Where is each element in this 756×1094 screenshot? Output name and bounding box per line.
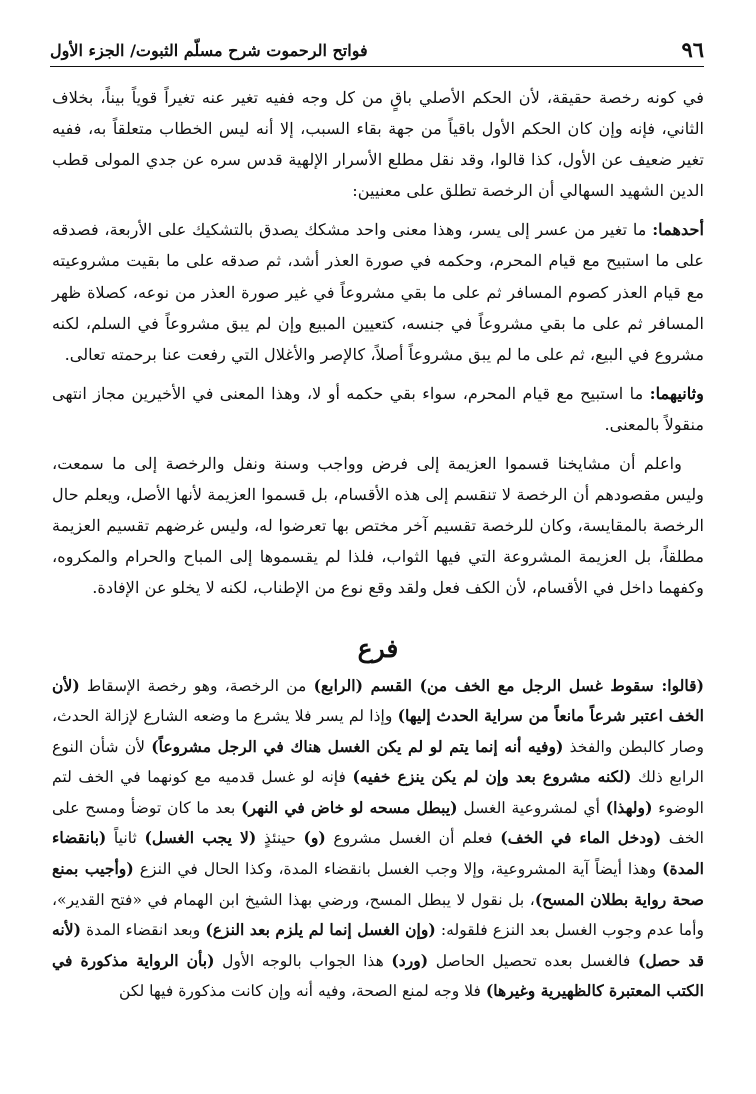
- second-meaning-text: ما استبيح مع قيام المحرم، سواء بقي حكمه أو لا، وهذا المعنى في الأخيرين مجاز انتهى منقولاً بالمعنى.: [52, 383, 704, 434]
- sharh-segment: وهذا أيضاً آية المشروعية، وإلا وجب الغسل بانقضاء المدة، وكذا الحال في النزع: [133, 860, 663, 879]
- sharh-segment: وبعد انقضاء المدة: [80, 921, 206, 940]
- sharh-segment: فعلم أن الغسل مشروع: [325, 829, 501, 848]
- matn-segment: (ورد): [391, 950, 429, 970]
- matn-segment: (ودخل الماء في الخف): [500, 828, 662, 848]
- matn-segment: (لا يجب الغسل): [144, 828, 257, 848]
- sharh-segment: هذا الجواب بالوجه الأول: [214, 951, 392, 970]
- matn-segment: (لكنه مشروع بعد وإن لم يكن ينزع خفيه): [352, 767, 632, 787]
- paragraph-1: في كونه رخصة حقيقة، لأن الحكم الأصلي باقٍ من كل وجه ففيه تغير عنه تغيراً قوياً بيناً، بخلاف الثاني، فإنه وإن كان الحكم الأول باقياً من جهة بقاء السبب، إلا أنه ليس الخطاب متعلقاً به، ففيه تغير ضعيف عن الأول، كذا قالوا، وقد نقل مطلع الأسرار الإلهية قدس سره عن جدي المولى قطب الدين الشهيد السهالي أن الرخصة تطلق على معنيين:: [52, 88, 704, 201]
- matn-segment: (بانقضاء المدة): [52, 828, 704, 879]
- matn-segment: (بأن الرواية مذكورة في الكتب المعتبرة كالظهيرية وغيرها): [52, 950, 704, 1001]
- term-second: وثانيهما:: [649, 383, 704, 403]
- far-paragraph: [52, 671, 704, 1008]
- sharh-segment: وإذا لم يسر فلا يشرع ما وضعه الشارع لإزالة الحدث، وصار كالبطن والفخذ: [52, 707, 704, 756]
- sharh-segment: بعد ما كان توضأ ومسح على الخف: [52, 798, 704, 848]
- sharh-segment: ، بل نقول لا يبطل المسح، ورضي بهذا الشيخ ابن الهمام في «فتح القدير»، وأما عدم وجوب الغسل بعد النزع فلقوله:: [52, 890, 705, 940]
- sharh-segment: ثانياً: [106, 829, 145, 848]
- matn-segment: (ولهذا): [605, 797, 653, 817]
- page-content: [52, 82, 704, 1007]
- term-first: أحدهما:: [652, 220, 704, 240]
- matn-segment: (يبطل مسحه لو خاض في النهر): [241, 797, 458, 817]
- sharh-segment: من الرخصة، وهو رخصة الإسقاط: [79, 676, 314, 695]
- matn-segment: (و): [303, 828, 326, 848]
- matn-segment: (لأن الخف اعتبر شرعاً مانعاً من سراية الحدث إليها): [52, 675, 704, 726]
- matn-segment: (وفيه أنه إنما يتم لو لم يكن الغسل هناك في الرجل مشروعاً): [151, 736, 564, 756]
- first-meaning-text: ما تغير من عسر إلى يسر، وهذا معنى واحد مشكك يصدق بالتشكيك على الأربعة، فصدقه على ما استبيح مع قيام المحرم، وحكمه في صورة العذر أشد، ثم صدقه على ما بقيت مشروعيته مع قيام العذر كصوم المسافر ثم على ما بقي مشروعاً في غير صورة العذر من نوعه، كصلاة ظهر المسافر ثم على ما بقي مشروعاً في جنسه، كتعيين المبيع وإن لم يبق مشروعاً في السلم، لكنه مشروع في البيع، ثم على ما لم يبق مشروعاً أصلاً، كالإصر والأغلال التي رفعت عنا برحمته تعالى.: [52, 220, 704, 364]
- matn-segment: (لأنه قد حصل): [52, 920, 704, 970]
- paragraph-first-meaning: [52, 214, 704, 369]
- running-title: فواتح الرحموت شرح مسلّم الثبوت/ الجزء الأول: [50, 41, 368, 60]
- sharh-segment: أي لمشروعية الغسل: [457, 798, 606, 817]
- sharh-segment: حينئذٍ: [256, 829, 304, 848]
- paragraph-4: واعلم أن مشايخنا قسموا العزيمة إلى فرض وواجب وسنة ونفل والرخصة إلى ما سمعت، وليس مقصودهم أن الرخصة لا تنقسم إلى هذه الأقسام، بل قسموا العزيمة لأنها الأصل، ويعلم حال الرخصة بالمقايسة، وكان للرخصة تقسيم آخر مختص بها تعرضوا له، وليس غرضهم تقسيم العزيمة مطلقاً، بل العزيمة المشروعة التي فيها الثواب، فلذا لم يقسموها إلى المباح والحرام والمكروه، وكفهما داخل في الأقسام، لأن الكف فعل ولقد وقع نوع من الإطناب، لكنه لا يخلو عن الإفادة.: [52, 454, 704, 598]
- matn-segment: (قالوا: سقوط غسل الرجل مع الخف من) القسم (الرابع): [313, 675, 705, 695]
- paragraph-second-meaning: [52, 378, 704, 440]
- sharh-segment: فلا وجه لمنع الصحة، وفيه أنه وإن كانت مذكورة فيها لكن: [118, 982, 486, 1001]
- page-header: [50, 32, 704, 67]
- sharh-segment: لأن شأن النوع الرابع ذلك: [52, 737, 704, 787]
- sharh-segment: فالغسل بعده تحصيل الحاصل: [428, 951, 638, 970]
- page-number: ٩٦: [681, 37, 704, 62]
- sharh-segment: فإنه لو غسل قدميه مع كونهما في الخف لتم الوضوء: [52, 768, 705, 817]
- section-heading: فرع: [357, 633, 399, 663]
- matn-segment: (وإن الغسل إنما لم يلزم بعد النزع): [205, 920, 436, 940]
- matn-segment: (وأجيب بمنع صحة رواية بطلان المسح): [52, 859, 704, 909]
